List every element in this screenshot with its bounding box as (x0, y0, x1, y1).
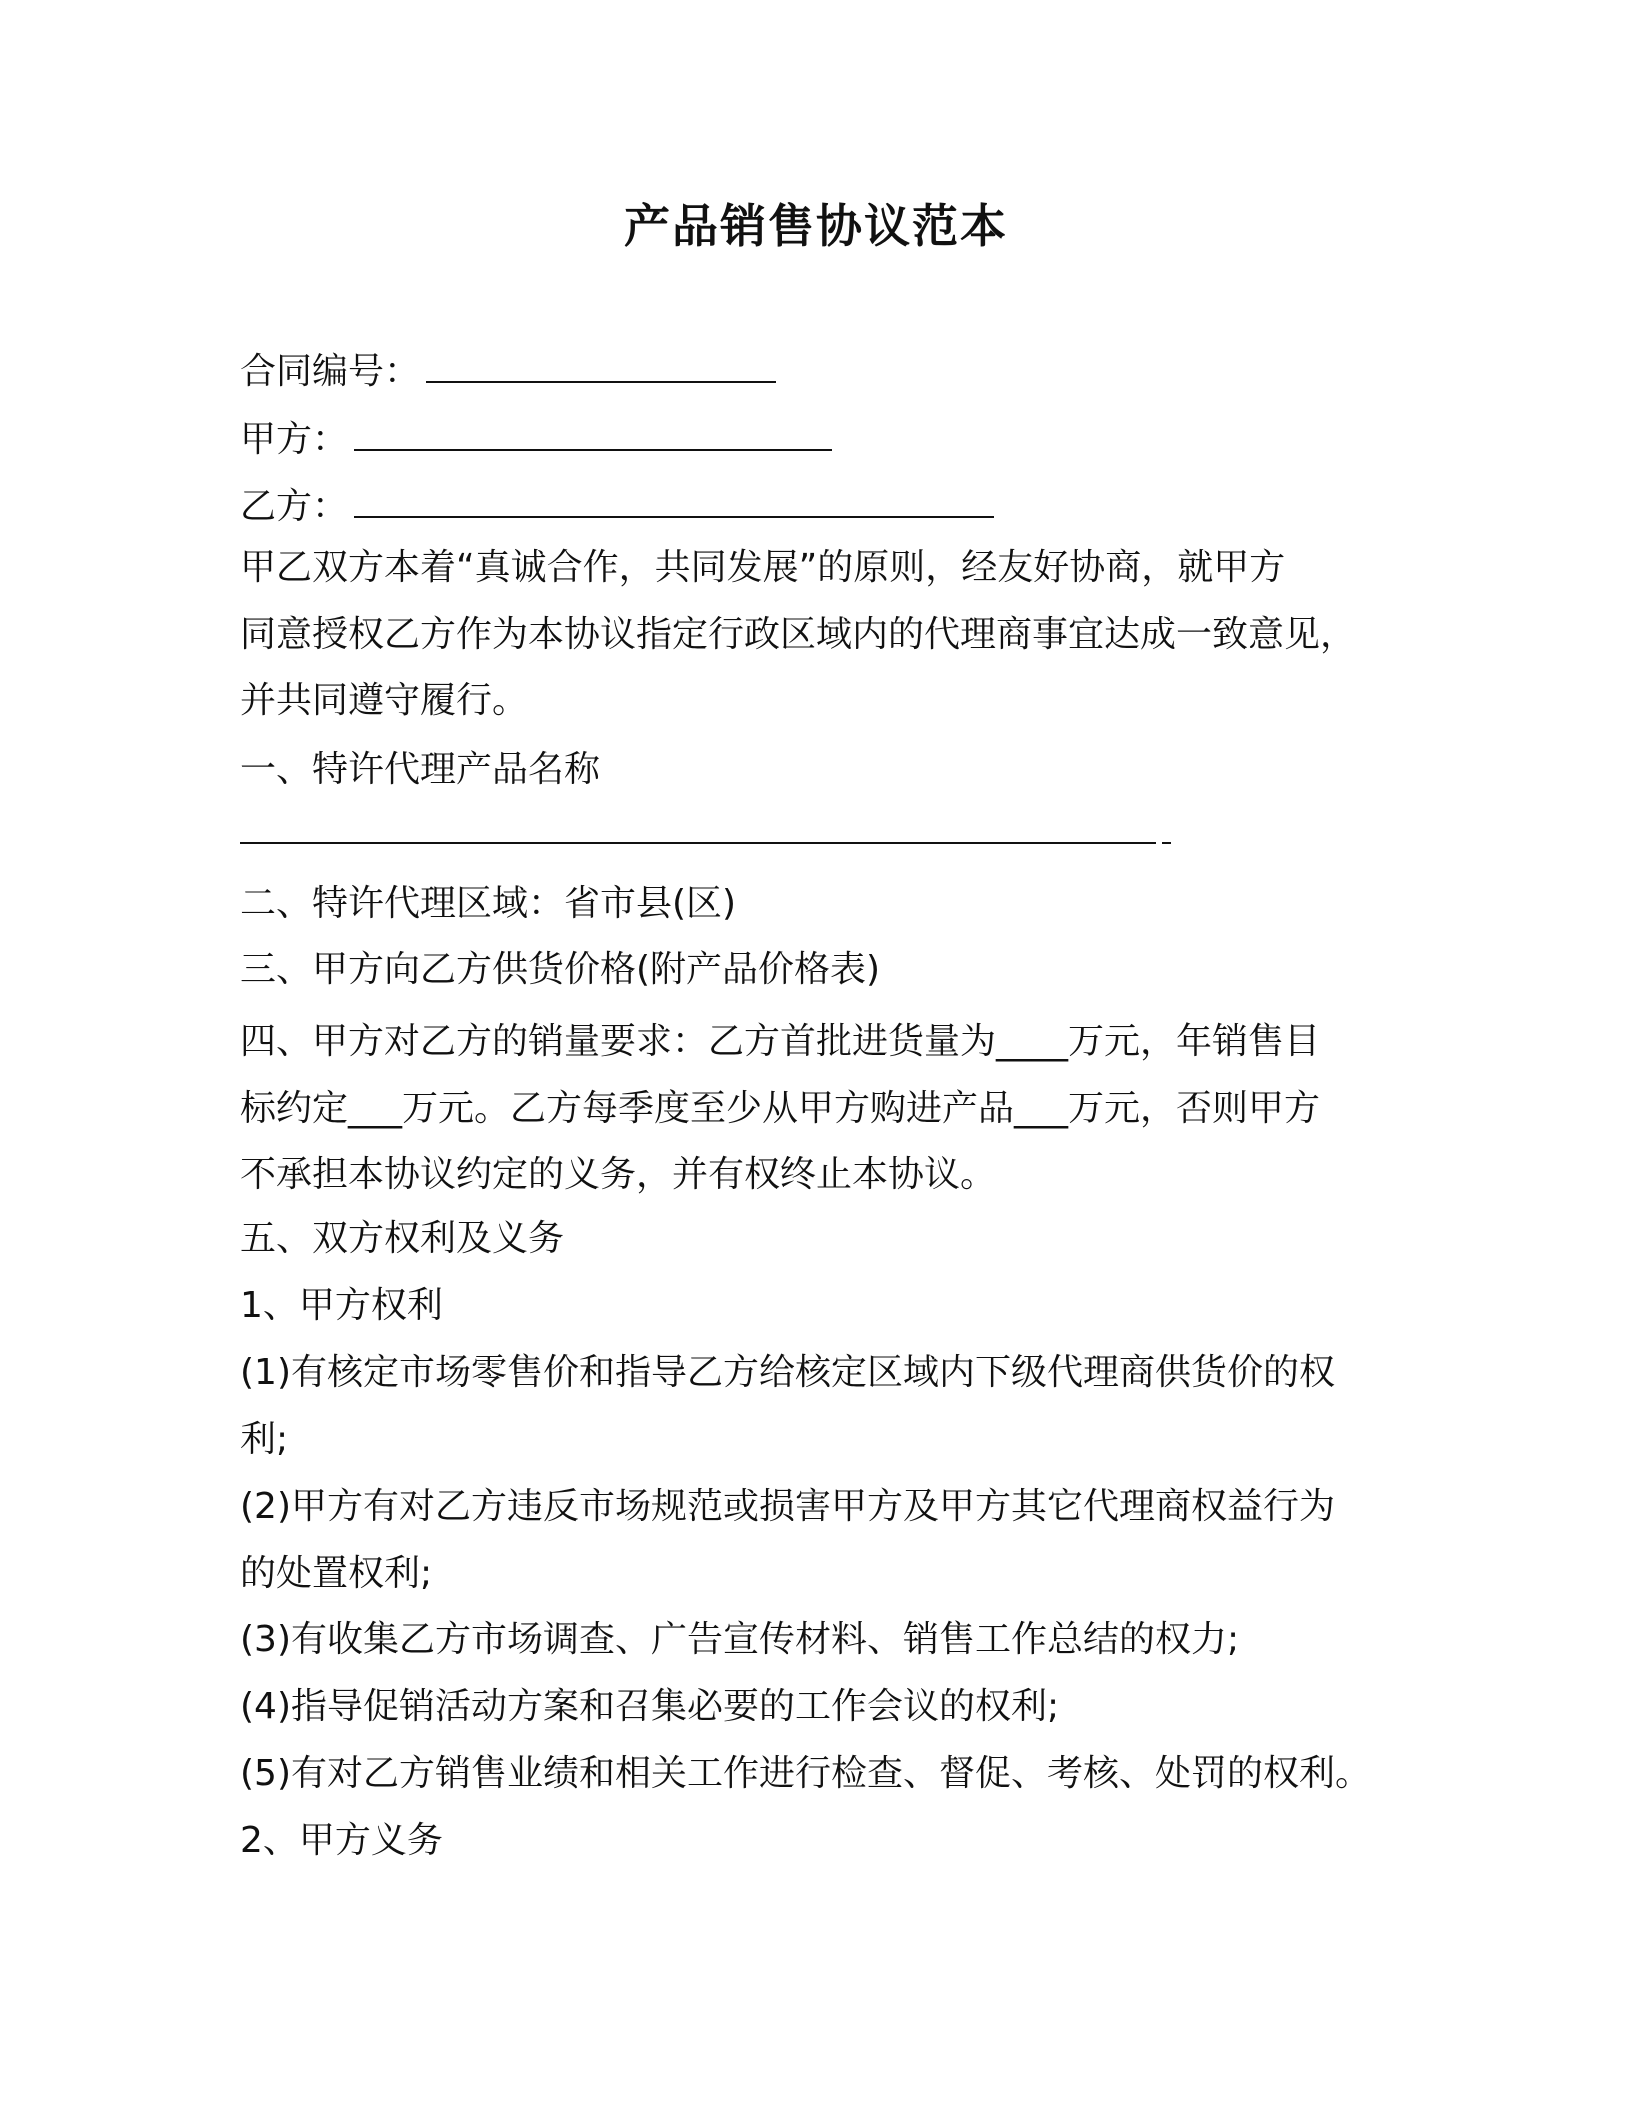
section-3-heading: 三、甲方向乙方供货价格(附产品价格表) (240, 949, 881, 990)
right-1-line-2: 利; (240, 1419, 289, 1460)
right-3-line: (3)有收集乙方市场调查、广告宣传材料、销售工作总结的权力; (240, 1619, 1240, 1660)
section-4-line-2: 标约定___万元。乙方每季度至少从甲方购进产品___万元，否则甲方 (240, 1088, 1321, 1129)
right-2-line-1: (2)甲方有对乙方违反市场规范或损害甲方及甲方其它代理商权益行为 (240, 1486, 1335, 1527)
product-name-blank-line (240, 804, 1420, 856)
contract-number-blank (426, 343, 776, 383)
intro-line-2: 同意授权乙方作为本协议指定行政区域内的代理商事宜达成一致意见， (240, 614, 1357, 655)
intro-line-3: 并共同遵守履行。 (240, 680, 529, 721)
intro-line-1: 甲乙双方本着“真诚合作，共同发展”的原则，经友好协商，就甲方 (240, 547, 1286, 588)
party-a-rights-heading: 1、甲方权利 (240, 1285, 443, 1326)
party-a-label: 甲方： (240, 419, 349, 460)
section-1-heading: 一、特许代理产品名称 (240, 749, 601, 790)
section-4-line-3: 不承担本协议约定的义务，并有权终止本协议。 (240, 1154, 997, 1195)
section-2-heading: 二、特许代理区域：省市县(区) (240, 883, 737, 924)
party-a-blank (354, 411, 832, 451)
right-1-line-1: (1)有核定市场零售价和指导乙方给核定区域内下级代理商供货价的权 (240, 1352, 1335, 1393)
party-a-line (240, 411, 1420, 466)
blank-end-mark (1162, 842, 1171, 844)
contract-number-label: 合同编号： (240, 351, 421, 392)
party-b-line (240, 478, 1420, 533)
contract-number-line (240, 343, 1420, 398)
right-5-line: (5)有对乙方销售业绩和相关工作进行检查、督促、考核、处罚的权利。 (240, 1753, 1371, 1794)
party-a-duties-heading: 2、甲方义务 (240, 1820, 443, 1861)
party-b-blank (354, 478, 994, 518)
section-4-line-1: 四、甲方对乙方的销量要求：乙方首批进货量为____万元，年销售目 (240, 1021, 1321, 1062)
page-title: 产品销售协议范本 (624, 199, 1008, 253)
product-name-blank (240, 804, 1156, 844)
right-2-line-2: 的处置权利; (240, 1553, 433, 1594)
section-5-heading: 五、双方权利及义务 (240, 1218, 565, 1259)
right-4-line: (4)指导促销活动方案和召集必要的工作会议的权利; (240, 1686, 1060, 1727)
party-b-label: 乙方： (240, 486, 349, 527)
